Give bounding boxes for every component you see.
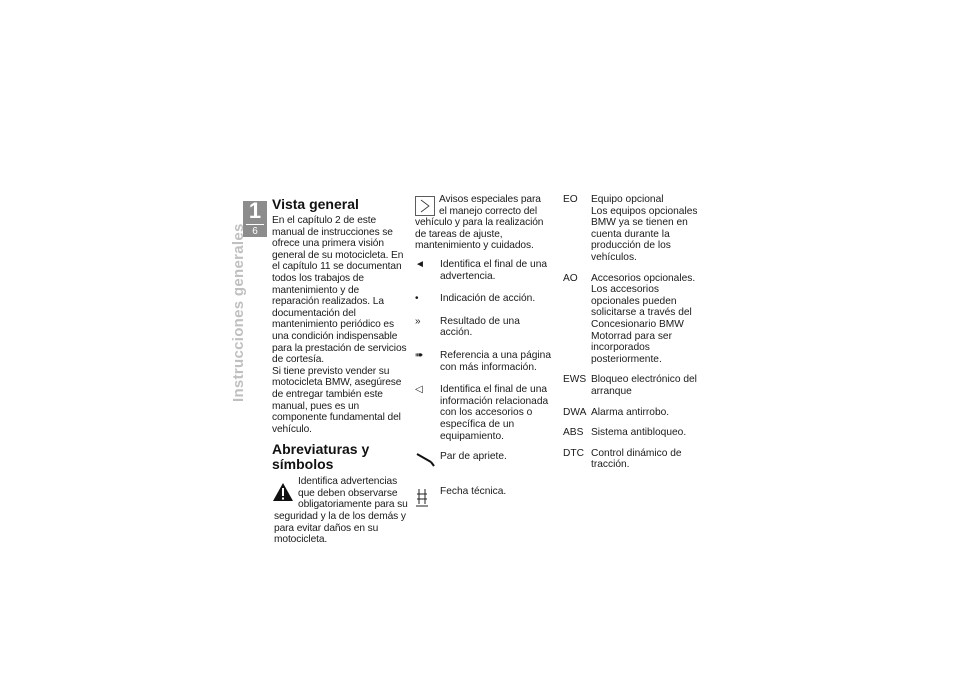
technical-data-icon [415,486,431,508]
column-2 [415,194,551,511]
warning-note [272,476,408,546]
torque-wrench-icon [415,451,437,467]
abbreviation-code: ABS [563,427,584,439]
abbreviation-body [591,273,699,366]
abbreviation-description: Los equipos opcionales BMW ya se tienen en cuenta durante la producción de los vehículos. [591,205,698,263]
abbreviation-title: Equipo opcional [591,194,664,205]
chapter-divider [246,224,264,225]
abbreviation-row [563,374,699,397]
abbreviation-code: AO [563,272,578,284]
abbreviation-body [591,194,699,264]
abbreviation-title: Accesorios opcionales. [591,272,696,284]
column-3 [563,194,699,480]
page-number: 6 [252,226,258,237]
special-note [415,194,551,252]
column-1 [272,197,408,546]
abbreviation-description: Los accesorios opcionales pueden solicitarse a través del Concesionario BMW Motorrad para ser incorporados posteriormente. [591,284,692,365]
torque-symbol [415,451,440,471]
abbreviation-row [563,407,699,419]
abbreviation-code: DTC [563,447,584,459]
symbol-row [415,384,551,442]
page-reference-icon: ➠ [415,349,424,361]
special-note-icon [415,196,435,216]
abbreviation-title: Bloqueo electrónico del arranque [591,374,697,397]
abbreviation-code: EWS [563,374,587,386]
abbreviation-row [563,273,699,366]
symbol-text: Referencia a una página con más información. [440,349,552,373]
symbol-text: Resultado de una acción. [440,315,520,339]
abbreviation-row [563,194,699,264]
special-note-text: Avisos especiales para el manejo correcto del vehículo y para la realización de tareas de ajuste, mantenimiento y cuidados. [415,194,544,252]
symbol-row [415,350,551,373]
symbol-text: Identifica el final de una información relacionada con los accesorios o específica de un equipamiento. [440,384,549,442]
section-title-overview: Vista general [272,196,359,212]
symbol-text: Par de apriete. [440,451,507,463]
symbol-row [415,316,551,339]
side-section-title: Instrucciones generales [230,223,247,402]
symbol-text: Identifica el final de una advertencia. [440,258,548,282]
symbol-row [415,259,551,282]
result-arrow-icon: » [415,315,421,327]
symbol-row [415,451,551,471]
section-title-abbreviations: Abreviaturas y símbolos [272,441,370,473]
warning-text: Identifica advertencias que deben observarse obligatoriamente para su seguridad y la de los demás y para evitar daños en su motocicleta. [274,476,408,546]
abbreviation-row [563,448,699,471]
symbol-row [415,293,551,305]
abbreviation-code: EO [563,194,578,205]
abbreviation-row [563,427,699,439]
warning-triangle-icon [272,482,294,502]
abbreviation-title: Alarma antirrobo. [591,406,670,418]
chapter-number: 1 [248,198,262,223]
symbol-text: Fecha técnica. [440,485,507,497]
tech-date-symbol [415,486,440,512]
end-accessory-info-icon: ◁ [415,384,423,396]
end-warning-icon: ◄ [415,258,425,270]
abbreviation-title: Control dinámico de tracción. [591,447,682,471]
symbol-text: Indicación de acción. [440,293,536,305]
overview-paragraph: En el capítulo 2 de este manual de instrucciones se ofrece una primera visión general de su motocicleta. En el capítulo 11 se documentan todos los trabajos de mantenimiento y de reparación realizados. La documentación del mantenimiento periódico es una condición indispensable para la prestación de servicios de cortesía. [272,215,407,366]
action-bullet-icon: • [415,293,419,305]
symbol-row [415,486,551,512]
abbreviation-code: DWA [563,406,587,418]
abbreviation-title: Sistema antibloqueo. [591,427,687,439]
overview-paragraph-2: Si tiene previsto vender su motocicleta BMW, asegúrese de entregar también este manual, pues es un componente fundamental del vehículo. [272,365,402,435]
